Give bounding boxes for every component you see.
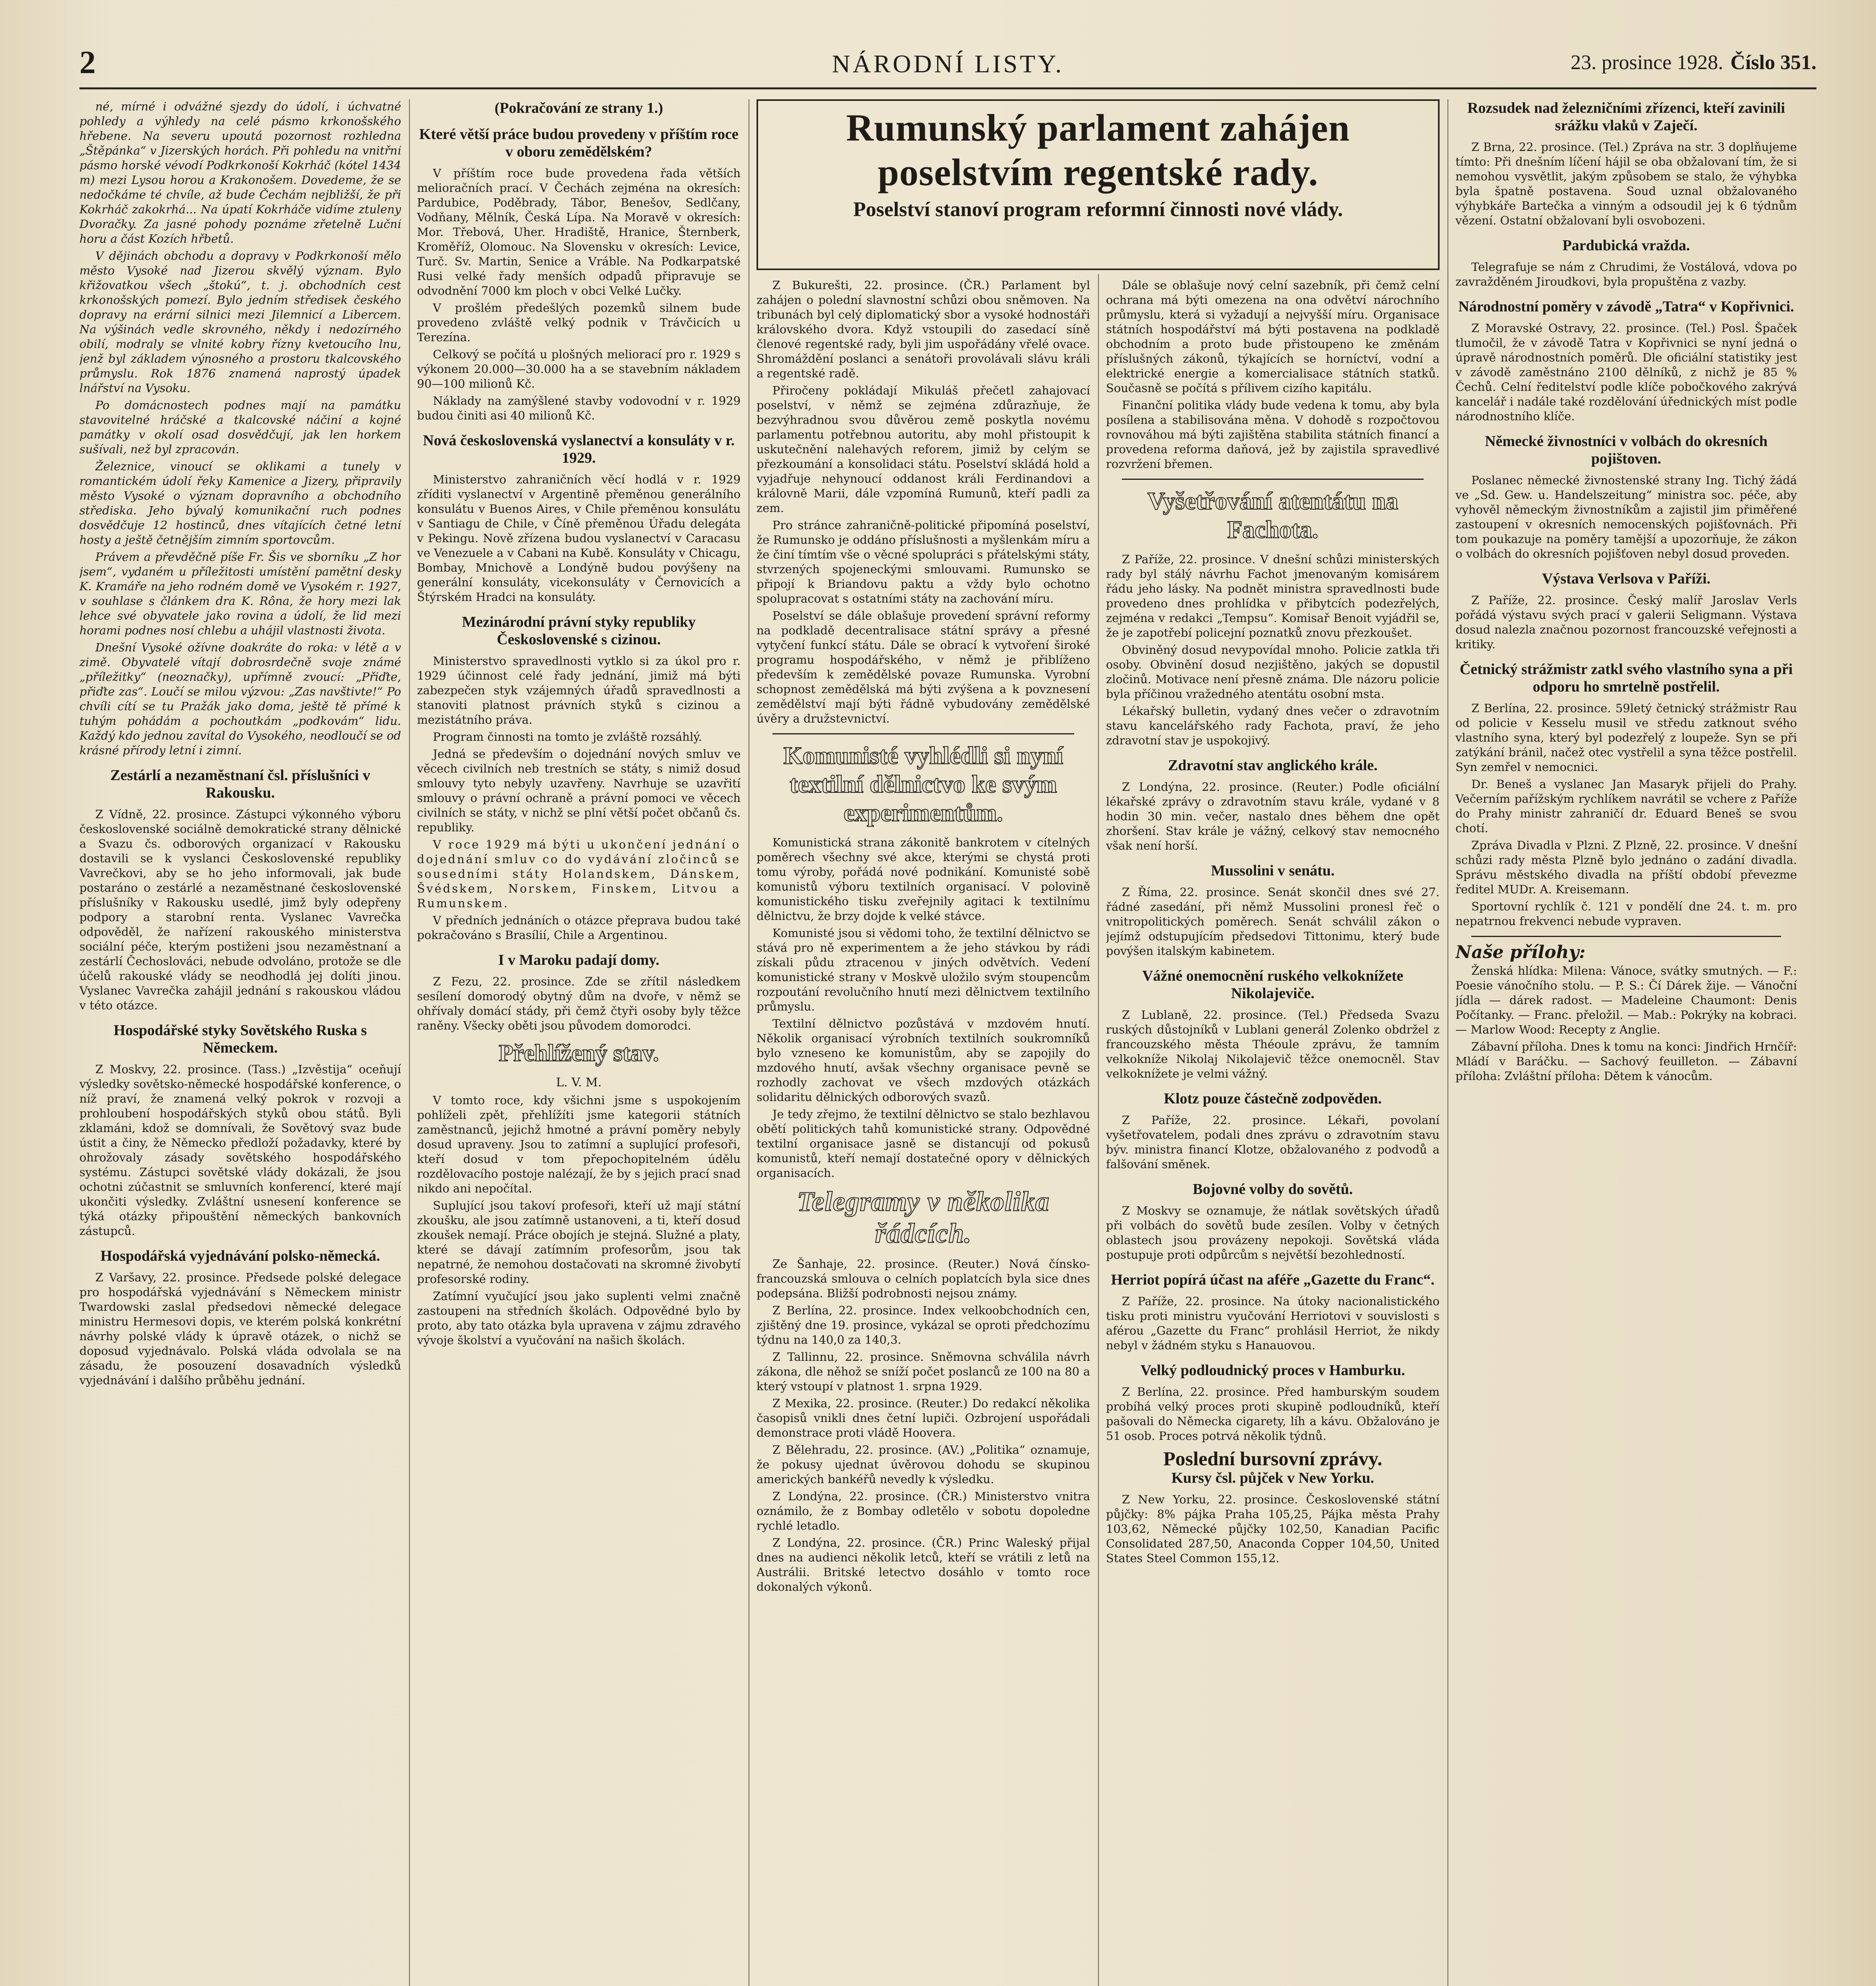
article-paragraph: Právem a převděčně píše Fr. Šis ve sborníku „Z hor jsem“, vydaném u příležitosti umístění pamětní desky K. Kramáře na jeho rodném domě ve Vysokém r. 1927, v souhlase s článkem dra K. Rôna, že hory mezi lak lehce své obyvatele jako rovina a údolí, že lid mezi horami podnes nosí chlebu a uhájil vlastnosti života. — [79, 550, 401, 637]
masthead — [79, 44, 1816, 89]
article-paragraph: Z Londýna, 22. prosince. (Reuter.) Podle oficiální lékařské zprávy o zdravotním stavu krále, vydané v 8 hodin 30 min. večer, nastalo dnes během dne opět zhoršení. Stav krále je vážný, celkový stav nemocného však není horší. — [1106, 780, 1440, 852]
page-number: 2 — [79, 44, 96, 80]
lead-subheadline: Poselství stanoví program reformní činnosti nové vlády. — [853, 198, 1343, 221]
supplements-list: Ženská hlídka: Milena: Vánoce, svátky smutných. — F.: Poesie vánočního stolu. — P. S.: Čí Dárek žije. — Vánoční jídla — dárek radost. — Madeleine Chaumont: Denis Počítanky. — Franc. přeložil. — Mab.: Pokrýky na kobraci. — Marlow Wood: Recepty z Anglie. — [1455, 964, 1797, 1036]
article-paragraph: Jedná se především o dojednání nových smluv ve věcech civilních neb trestních se státy, s nimiž dosud smlouvy tyto nebyly uzavřeny. Navrhuje se uzavřití smlouvy o právní ochraně a právní pomoci ve věcech civilních se státy, v nichž se plní větší počet občanů čs. republiky. — [417, 747, 741, 834]
telegrams-headline: Telegramy v několika řádcích. — [797, 1186, 1050, 1249]
article-paragraph: Komunistická strana zákonitě bankrotem v cítelných poměrech všechny své akce, kterými se chystá proti tomu výroby, pořádá nové podnikání. Komunisté sobě komunistů výboru textilních organisací. V polovině komunistického tisku zveřejnily agitaci k textilnímu dělnictvu, že brzy dojde k velké stávce. — [757, 836, 1090, 923]
article-paragraph: Poselství se dále oblašuje provedení správní reformy na podkladě decentralisace státní správy a přesné vytyčení funkcí státu. Dále se obrací k vytvoření široké programu hospodářského, v němž je přiblíženo především k zemědělské povaze Rumunska. Vyrobní schopnost zemědělská má býti zvýšena a k povznesení zemědělství mají býti řádně vybudovány zemědělské úvěry a družstevnictví. — [757, 609, 1090, 725]
article-paragraph: Komunisté jsou si vědomi toho, že textilní dělnictvo se stává pro ně experimentem a že jeho stávkou by rádi získali půdu ztracenou v jiných odvětvích. Vedení komunistické strany v Moskvě uložilo svým stoupencům rozpoutání revolučního hnutí mezi dělnictvem textilního průmyslu. — [757, 926, 1090, 1013]
column-1 — [79, 99, 401, 1986]
article-paragraph: V tomto roce, kdy všichni jsme s uspokojením pohlíželi zpět, přehlížíti jsme kategorii státních zaměstnanců, jejichž hmotné a právní poměry nebyly dosud upraveny. Jsou to zatímní a suplující profesoři, kteří dosud v tom přepochopitelném údělu rozdělovacího postoje nalézají, že by s jejich prací snad nikdo ani nepočítal. — [417, 1093, 741, 1195]
article-headline: Rozsudek nad železničními zřízenci, kteří zavinili srážku vlaků v Zaječí. — [1467, 100, 1785, 134]
article-paragraph: Z Moravské Ostravy, 22. prosince. (Tel.) Posl. Špaček tlumočil, že v závodě Tatra v Kopřivnici se nyní jedná o úpravě národnostních poměrů. Dle oficiální statistiky jest v závodě zaměstnáno 2100 dělníků, z nichž je 85 % Čechů. Celní ředitelství podle klíče pobočkového zakrývá kancelář i nadále také rozdělování úřednických míst podle národnostního klíče. — [1455, 321, 1797, 423]
telegram-item: Z Mexika, 22. prosince. (Reuter.) Do redakcí několika časopisů vnikli dnes četní lupiči. Ozbrojení uspořádali demonstrace proti vládě Hoovera. — [757, 1397, 1090, 1439]
article-paragraph: Z Paříže, 22. prosince. Na útoky nacionalistického tisku proti ministru vyučování Herriotovi v souvislosti s aférou „Gazette du Franc“ prohlásil Herriot, že nikdy nebyl v žádném styku s Hanauovou. — [1106, 1294, 1440, 1352]
article-paragraph: Lékařský bulletin, vydaný dnes večer o zdravotním stavu kancelářského rady Fachota, praví, že jeho zdravotní stav je uspokojivý. — [1106, 704, 1440, 747]
article-paragraph: Dále se oblašuje nový celní sazebník, při čemž celní ochrana má býti omezena na ona odvětví nárochního průmyslu, která si vyžadují a nejvyšší míru. Organisace státních hospodářství má býti postavena na podkladě obchodním a proto bude přistoupeno ke změnám příslušných zákonů, týkajících se horníctví, vodní a elektrické energie a komercialisace státních statků. Současně se počítá s přílivem cizího kapitálu. — [1106, 278, 1440, 395]
telegram-item: Z Londýna, 22. prosince. (ČR.) Princ Waleský přijal dnes na audienci několik letců, kteří se vrátili z letů na Austrálii. Britské letectvo dosáhlo v tomto roce dokonalých výkonů. — [757, 1536, 1090, 1594]
article-paragraph: V dějinách obchodu a dopravy v Podkrkonoší mělo město Vysoké nad Jizerou skvělý význam. Bylo křižovatkou všech „štokú“, t. j. obchodních cest krkonošských pomezí. Bylo jedním středisek českého dopravy na erární silnici mezi Jilemnicí a Libercem. Na výšinách vedle skrovného, někdy i nedozírného obilí, modraly se vlnité kobry řízny kvetoucího lnu, jenž byl základem výnosného a prostoru tkalcovského průmyslu. Rok 1876 znamená naprostý úpadek lnářství na Vysoku. — [79, 249, 401, 395]
article-headline: Poslední bursovní zprávy. — [1163, 1447, 1382, 1470]
telegram-item: Z Berlína, 22. prosince. Index velkoobchodních cen, zjištěný dne 19. prosince, vykázal se oproti předchozímu týdnu na 140,0 za 140,3. — [757, 1304, 1090, 1347]
article-paragraph: Celkový se počítá u plošných meliorací pro r. 1929 s výkonem 20.000—30.000 ha a se stavebním nákladem 90—100 milionů Kč. — [417, 348, 741, 390]
article-headline: I v Maroku padají domy. — [498, 952, 660, 968]
article-paragraph: Náklady na zamýšlené stavby vodovodní v r. 1929 budou činiti asi 40 milionů Kč. — [417, 394, 741, 422]
article-headline: Vyšetřování atentátu na Fachota. — [1147, 488, 1398, 543]
column-3 — [757, 278, 1090, 1986]
column-2 — [417, 99, 741, 1986]
article-paragraph: né, mírné i odvážné sjezdy do údolí, i úchvatné pohledy a výhledy na celé pásmo krkonošského hřebene. Na severu upoutá pozornost rozhledna „Štěpánka“ v Jizerských horách. Při pohledu na vnitřní pásmo horské vévodí Podkrkonoší Kokrháč (kótel 1434 m) mezi Lysou horou a Krakonošem. Dovedeme, že se nedočkáme té chvíle, až bude Čechám nejbližší, že při Kokrháč zakokrhá... Na úpatí Kokrháče vidíme ztuleny Dvoračky. Za jasné pohody poznáme zřetelně Luční horu a část Kozích hřbetů. — [79, 100, 401, 245]
article-paragraph: Je tedy zřejmo, že textilní dělnictvo se stalo bezhlavou obětí politických tahů komunistické strany. Odpovědné textilní organisace jasně se distancují od pokusů komunistů, kteří nemají dostatečné opory v dělnických organisacích. — [757, 1107, 1090, 1180]
article-paragraph: V předních jednáních o otázce přeprava budou také pokračováno s Brasílií, Chile a Argentinou. — [417, 914, 741, 942]
article-paragraph: Zpráva Divadla v Plzni. Z Plzně, 22. prosince. V dnešní schůzi rady města Plzně bylo jednáno o zadání divadla. Správu městského divadla na příští období převezme ředitel MUDr. A. Kreisemann. — [1455, 838, 1797, 896]
article-headline: Bojovné volby do sovětů. — [1193, 1181, 1353, 1198]
article-paragraph: Z Vídně, 22. prosince. Zástupci výkonného výboru československé sociálně demokratické strany dělnické a Svazu čs. odborových organizací v Rakousku dostavili se k vyslanci Československé republiky Vavrečkovi, aby se ho jeho informovali, jak bude postaráno o zestárlé a nezaměstnané československé příslušníky v Rakousku usedlé, jimž byly odepřeny podpory a starobní renta. Vyslanec Vavrečka odpověděl, že nařízení rakouského ministerstva sociální péče, kterým postiženi jsou nezaměstnaní a zestárlí Čechoslováci, nebude odvoláno, protože se dle účelů rakouské vlády se neodhodlá jej dolíti jinou. Vyslanec Vavrečka zahájil jednání s rakouskou vládou v této otázce. — [79, 808, 401, 1012]
article-paragraph: V prošlém předešlých pozemků silnem bude provedeno zvláště velký podnik v Trávčicích u Terezína. — [417, 301, 741, 344]
article-headline: Které větší práce budou provedeny v příštím roce v oboru zemědělském? — [419, 126, 739, 160]
article-headline: Hospodářské styky Sovětského Ruska s Německem. — [114, 1022, 367, 1056]
article-paragraph: Suplující jsou takoví profesoři, kteří už mají státní zkoušku, ale jsou zatímně ustanoveni, a ti, kteří dosud zkoušek nemají. Práce obojích je stejná. Služné a platy, které se dávají zatímním profesorům, jsou tak nepatrné, že nemohou dostačovati na skromné živobytí profesorské rodiny. — [417, 1199, 741, 1286]
article-paragraph: Sportovní rychlík č. 121 v pondělí dne 24. t. m. pro nepatrnou frekvenci nebude vypraven. — [1455, 900, 1797, 928]
article-headline: Mezinárodní právní styky republiky Československé s cizinou. — [462, 614, 696, 648]
telegram-item: Z Tallinnu, 22. prosince. Sněmovna schválila návrh zákona, dle něhož se sníží počet poslanců ze 100 na 80 a který vstoupí v platnost 1. srpna 1929. — [757, 1350, 1090, 1393]
article-paragraph: Obviněný dosud nevypovídal mnoho. Policie zatkla tři osoby. Obvinění dosud nezjištěno, jakých se dopustil zločinů. Motivace není přesně známa. Dle názoru policie byla příčinou vražedného atentátu osobní msta. — [1106, 643, 1440, 701]
supplements-list: Zábavní příloha. Dnes k tomu na konci: Jindřich Hrnčíř: Mládí v Baráčku. — Sachový feuilleton. — Zábavní příloha: Zvláštní příloha: Dětem k vánocům. — [1455, 1040, 1797, 1083]
lead-headline-box — [757, 99, 1440, 270]
article-paragraph: Ministerstvo spravedlnosti vytklo si za úkol pro r. 1929 účinnost celé řady jednání, jimiž má býti zabezpečen styk vzájemných úřadů spravedlnosti a stanoviti platnost právních styků s cizinou a mezistátního práva. — [417, 654, 741, 726]
telegram-item: Z Bělehradu, 22. prosince. (AV.) „Politika“ oznamuje, že pokusy ujednat úvěrovou dohodu se skupinou amerických bankéřů nevedly k výsledku. — [757, 1443, 1090, 1486]
lead-headline: Rumunský parlament zahájen poselstvím regentské rady. — [846, 106, 1350, 193]
column-rule — [409, 99, 410, 1986]
article-paragraph: Z Brna, 22. prosince. (Tel.) Zpráva na str. 3 doplňujeme tímto: Při dnešním líčení hájil se oba obžalovaní tím, že si nemohou vysvětlit, jakým způsobem se stalo, že výhybka byla špatně postavena. Soud uznal obžalovaného výhybkáře Bartečka a vinným a odsoudil jej k 6 týdnům vězení. Ostatní obžalovaní byli osvobozeni. — [1455, 140, 1797, 227]
issue-number: Číslo 351. — [1730, 51, 1816, 74]
article-headline: Vážné onemocnění ruského velkoknížete Nikolajeviče. — [1142, 968, 1403, 1002]
article-paragraph: Z Paříže, 22. prosince. V dnešní schůzi ministerských rady byl stálý návrhu Fachot jmenovaným komisárem řádu jeho lásky. Na podnět ministra spravedlnosti bude provedeno dnes prohlídka v přibytcích podezřelých, zejména v redakci „Tempsu“. Komisař Benoit vyjádřil se, že je zapotřebí policejní poznatků znovu přezkoušet. — [1106, 553, 1440, 639]
newspaper-title: NÁRODNÍ LISTY. — [832, 50, 1064, 78]
article-headline: Národnostní poměry v závodě „Tatra“ v Kopřivnici. — [1458, 298, 1794, 315]
article-paragraph: Z Lublaně, 22. prosince. (Tel.) Předseda Svazu ruských důstojníků v Lublani generál Zolenko obdržel z francouzského města Théoule zprávu, že tamním velkokníže Nikolaj Nikolajevič těžce onemocněl. Stav velkoknížete je velmi vážný. — [1106, 1008, 1440, 1080]
article-paragraph: Ministerstvo zahraničních věcí hodlá v r. 1929 zříditi vyslanectví v Argentině přeměnou generálního konsulátu v Buenos Aires, v Chile přeměnou konsulátu v Santiagu de Chile, v Číně přeměnou Úřadu delegáta v Pekingu. Nově zřízena budou vyslanectví v Caracasu ve Venezuele a v Cabani na Kubě. Konsuláty v Chicagu, Bombay, Mnichově a Londýně budou povýšeny na generální konsuláty, vicekonsuláty v Černovicích a Štýrském Hradci na konsuláty. — [417, 473, 741, 604]
article-headline: Komunisté vyhlédli si nyní textilní dělnictvo ke svým experimentům. — [783, 742, 1063, 827]
divider — [772, 733, 1074, 734]
article-paragraph: Dnešní Vysoké ožívne doakráte do roka: v létě a v zimě. Obyvatelé vítají dobrosrdečně svoje známé „příležitky“ (neoznačky), upřímně zvoucí: „Přiďte, přiďte zas“. Loučí se milou výzvou: „Zas navštivte!“ Po chvíli cítí se tu Pražák jako doma, ještě tě přímé k tuhým pohádám a pochoutkám „podkovám“ lidu. Každý kdo jednou zavítal do Vysokého, neodloučí se od krásné přírody letní i zimní. — [79, 641, 401, 757]
article-paragraph: Z Paříže, 22. prosince. Lékaři, povolaní vyšetřovatelem, podali dnes zprávu o zdravotním stavu býv. ministra financí Klotze, obžalovaného z podvodů a falšování směnek. — [1106, 1113, 1440, 1171]
article-paragraph: V roce 1929 má býti u ukončení jednání o dojednání smluv co do vydávání zločinců se sousedními státy Holandskem, Dánskem, Švédskem, Norskem, Finskem, Litvou a Rumunskem. — [417, 838, 741, 910]
article-paragraph: Telegrafuje se nám z Chrudimi, že Vostálová, vdova po zavražděném Jiroudkovi, byla propuštěna z vazby. — [1455, 260, 1797, 288]
column-5 — [1455, 99, 1797, 1986]
telegram-item: Z Londýna, 22. prosince. (ČR.) Ministerstvo vnitra oznámilo, že z Bombay odletělo v sobotu dopoledne rychlé letadlo. — [757, 1490, 1090, 1532]
article-paragraph: Z Bukurešti, 22. prosince. (ČR.) Parlament byl zahájen o polední slavnostní schůzi obou sněmoven. Na tribunách byl celý diplomatický sbor a vysoké hodnostáři královského dvora. Když vstoupili do zasedací síně členové regentské rady, byli jim uspořádány vřelé ovace. Shromáždění poslanci a senátoři provolávali slávu králi a regentské radě. — [757, 278, 1090, 380]
column-rule — [1098, 274, 1099, 1986]
article-paragraph: Finanční politika vlády bude vedena k tomu, aby byla posílena a stabilisována měna. V dohodě s rozpočtovou rovnováhou má býti zajištěna stabilita státních financí a provedena reforma daňová, jež by zajistila spravedlivé rozvržení břemen. — [1106, 398, 1440, 471]
article-paragraph: Poslanec německé živnostenské strany Ing. Tichý žádá ve „Sd. Gew. u. Handelszeitung“ ministra soc. péče, aby vyhověl německým živnostníkům a zajistil jim přiměřené zastoupení v okresních nemocenských pojišťovnách. Při tom poukazuje na poměry tamější a upozorňuje, že zákon o volbách do okresních pojišťoven nebyl dosud proveden. — [1455, 473, 1797, 560]
supplements-heading: Naše přílohy: — [1455, 942, 1586, 962]
article-headline: Výstava Verlsova v Paříži. — [1542, 570, 1711, 587]
article-headline: Četnický strážmistr zatkl svého vlastního syna a při odporu ho smrtelně postřelil. — [1459, 661, 1793, 695]
article-paragraph: Zatímní vyučující jsou jako suplenti velmi značně zastoupeni na středních školách. Odpovědné bylo by proto, aby tato otázka byla upravena v zájmu zdravého vývoje školství a vyučování na našich školách. — [417, 1289, 741, 1347]
continuation-note: (Pokračování ze strany 1.) — [494, 100, 663, 116]
divider — [1471, 936, 1781, 937]
byline: L. V. M. — [556, 1076, 602, 1090]
article-paragraph: Z Paříže, 22. prosince. Český malíř Jaroslav Verls pořádá výstavu svých prací v galerii Seligmann. Výstava dosud nalezla značnou pozornost francouzské veřejnosti a kritiky. — [1455, 593, 1797, 651]
article-paragraph: V příštím roce bude provedena řada větších melioračních prací. V Čechách zejména na okresích: Pardubice, Poděbrady, Tábor, Benešov, Sedlčany, Vodňany, Mělník, Česká Lípa. Na Moravě v okresích: Mor. Třebová, Uher. Hradiště, Hranice, Šternberk, Kroměříž, Olomouc. Na Slovensku v okresích: Levice, Turč. Sv. Martin, Senice a Vráble. Na Podkarpatské Rusi velké řady menších odpadů připravuje se odvodnění 7000 km ploch v obci Velké Lučky. — [417, 166, 741, 298]
article-headline: Herriot popírá účast na aféře „Gazette du Franc“. — [1111, 1271, 1435, 1288]
article-paragraph: Textilní dělnictvo pozůstává v mzdovém hnutí. Několik organisací výrobních textilních soukromníků bylo vzneseno ke komunistům, aby se zapojily do mzdového hnutí, avšak všechny organisace pevně se rozhodly zachovat ve všech mzdových otázkách solidaritu dělnických odborových svazů. — [757, 1017, 1090, 1104]
article-paragraph: Přiročeny pokládají Mikuláš přečetl zahajovací poselství, v němž se zejména zdůrazňuje, že bezvýhradnou svou důvěrou země poskytla novému parlamentu potřebnou autoritu, aby mohl přistoupit k uskutečnění nalehavých reforem, jimiž by celým se přezkoumání a konsolidaci státu. Poselství skládá hold a vyjadřuje nehynoucí oddanost králi Ferdinandovi a královně Marii, dále vzpomíná Rumunů, kteří padli za zem. — [757, 384, 1090, 515]
article-headline: Zestárlí a nezaměstnaní čsl. příslušníci v Rakousku. — [110, 767, 371, 801]
article-headline: Pardubická vražda. — [1562, 237, 1690, 254]
article-paragraph: Po domácnostech podnes mají na památku stavovitelné hráčské a tkalcovské náčiní a kojné památky v okolí osad dosvědčují, jak len horkem sušívali, než byl zpracován. — [79, 398, 401, 456]
article-paragraph: Dr. Beneš a vyslanec Jan Masaryk přijeli do Prahy. Večerním pařížským rychlíkem navrátil se vchere z Paříže do Prahy ministr zahraničí dr. Eduard Beneš se svou chotí. — [1455, 777, 1797, 835]
article-subheadline: Kursy čsl. půjček v New Yorku. — [1171, 1470, 1374, 1486]
article-paragraph: Z Berlína, 22. prosince. 59letý četnický strážmistr Rau od policie v Kesselu musil ve středu zatknout svého vlastního syna, který byl podezřelý z loupeže. Syn se při zatýkání bránil, načež otec vystřelil a syna těžce postřelil. Syn zemřel v nemocnici. — [1455, 701, 1797, 774]
article-paragraph: Z New Yorku, 22. prosince. Československé státní půjčky: 8% pájka Praha 105,25, Pájka města Prahy 103,62, Německé půjčky 102,50, Kanadian Pacific Consolidated 287,50, Anaconda Copper 104,50, United States Steel Common 155,12. — [1106, 1493, 1440, 1565]
article-paragraph: Z Moskvy, 22. prosince. (Tass.) „Izvěstija“ oceňují výsledky sovětsko-německé hospodářské konference, o níž praví, že znamená velký pokrok v rozvoji a prohloubení hospodářských styků obou států. Byli zklamáni, kdož se domnívali, že Sovětový svaz bude ústit a činy, že Německo předloží požadavky, které by ohrožovaly zásady sovětského hospodářského systému. Zástupci sovětské vlády dokázali, že jsou ochotni zúčastnit se smluvních konferencí, které mají ukončiti výsledky. Zvláštní usnesení konference se týká otázky připouštění německých bankovních zástupců. — [79, 1063, 401, 1238]
article-paragraph: Z Říma, 22. prosince. Senát skončil dnes své 27. řádné zasedání, při němž Mussolini pronesl řeč o vnitropolitických poměrech. Senát schválil zákon o jejímž odstupujícím předsedovi Tittonimu, který bude povýšen italským kabinetem. — [1106, 885, 1440, 958]
divider — [1122, 479, 1424, 480]
article-headline: Velký podloudnický proces v Hamburku. — [1140, 1362, 1405, 1379]
article-headline: Klotz pouze částečně zodpověden. — [1164, 1090, 1382, 1107]
column-4 — [1106, 278, 1440, 1986]
date-text: 23. prosince 1928. — [1571, 51, 1724, 74]
article-paragraph: Železnice, vinoucí se oklikami a tunely v romantickém údolí řeky Kamenice a Jizery, připravily město Vysoké o význam dopravního a obchodního střediska. Jeho bývalý komunikační ruch podnes dosvědčuje 12 hostinců, dnes vítajících četné letní hosty a ještě četnějším zimním sportovcům. — [79, 460, 401, 547]
article-paragraph: Z Berlína, 22. prosince. Před hamburským soudem probíhá velký proces proti skupině podloudníků, kteří pašovali do Německa cigarety, líh a kávu. Obžalováno je 51 osob. Proces potrvá několik týdnů. — [1106, 1385, 1440, 1443]
article-paragraph: Z Moskvy se oznamuje, že nátlak sovětských úřadů při volbách do sovětů bude zesílen. Volby v četných oblastech jsou provázeny nepokoji. Sovětská vláda postupuje proti odpůrcům s největší bezohledností. — [1106, 1204, 1440, 1262]
article-paragraph: Program činnosti na tomto je zvláště rozsáhlý. — [433, 730, 702, 744]
article-paragraph: Z Fezu, 22. prosince. Zde se zřítil následkem sesílení domorodý obytný dům na dvoře, v němž se ohřívaly domácí stády, při čemž čtyři osoby byly těžce raněny. Všecky oběti jsou původem domorodci. — [417, 975, 741, 1032]
issue-date — [1571, 51, 1816, 74]
article-headline: Zdravotní stav anglického krále. — [1168, 757, 1378, 774]
article-headline: Mussolini v senátu. — [1211, 862, 1335, 879]
telegram-item: Ze Šanhaje, 22. prosince. (Reuter.) Nová čínsko-francouzská smlouva o celních poplatcích byla sice dnes podepsána. Bližší podrobnosti nejsou známy. — [757, 1257, 1090, 1300]
article-headline: Německé živnostníci v volbách do okresních pojištoven. — [1485, 433, 1768, 467]
article-paragraph: Pro stránce zahraničně-politické připomíná poselství, že Rumunsko je oddáno příslušnosti a myšlenkám míru a že činí tímtím vše o věcné spolupráci s přátelskými státy, stvrzených spojeneckými smlouvami. Rumunsko se připojí k Briandovu paktu a vždy bylo ochotno spolupracovat s ostatními státy na zachování míru. — [757, 518, 1090, 605]
article-headline: Přehlížený stav. — [498, 1040, 659, 1066]
article-headline: Hospodářská vyjednávání polsko-německá. — [100, 1248, 380, 1264]
article-paragraph: Z Varšavy, 22. prosince. Předsede polské delegace pro hospodářská vyjednávání s Německem ministr Twardowski zaslal předsedovi německé delegace ministru Hermesovi dopis, ve kterém polská konkrétní návrhy polské vlády k úpravě otázek, o nichž se doposud vyjednávalo. Polská vláda odvolala se na zásadu, že posouzení dosavadních výsledků vyjednávání i dalšího průběhu jednání. — [79, 1271, 401, 1387]
article-headline: Nová československá vyslanectví a konsuláty v r. 1929. — [423, 432, 735, 466]
